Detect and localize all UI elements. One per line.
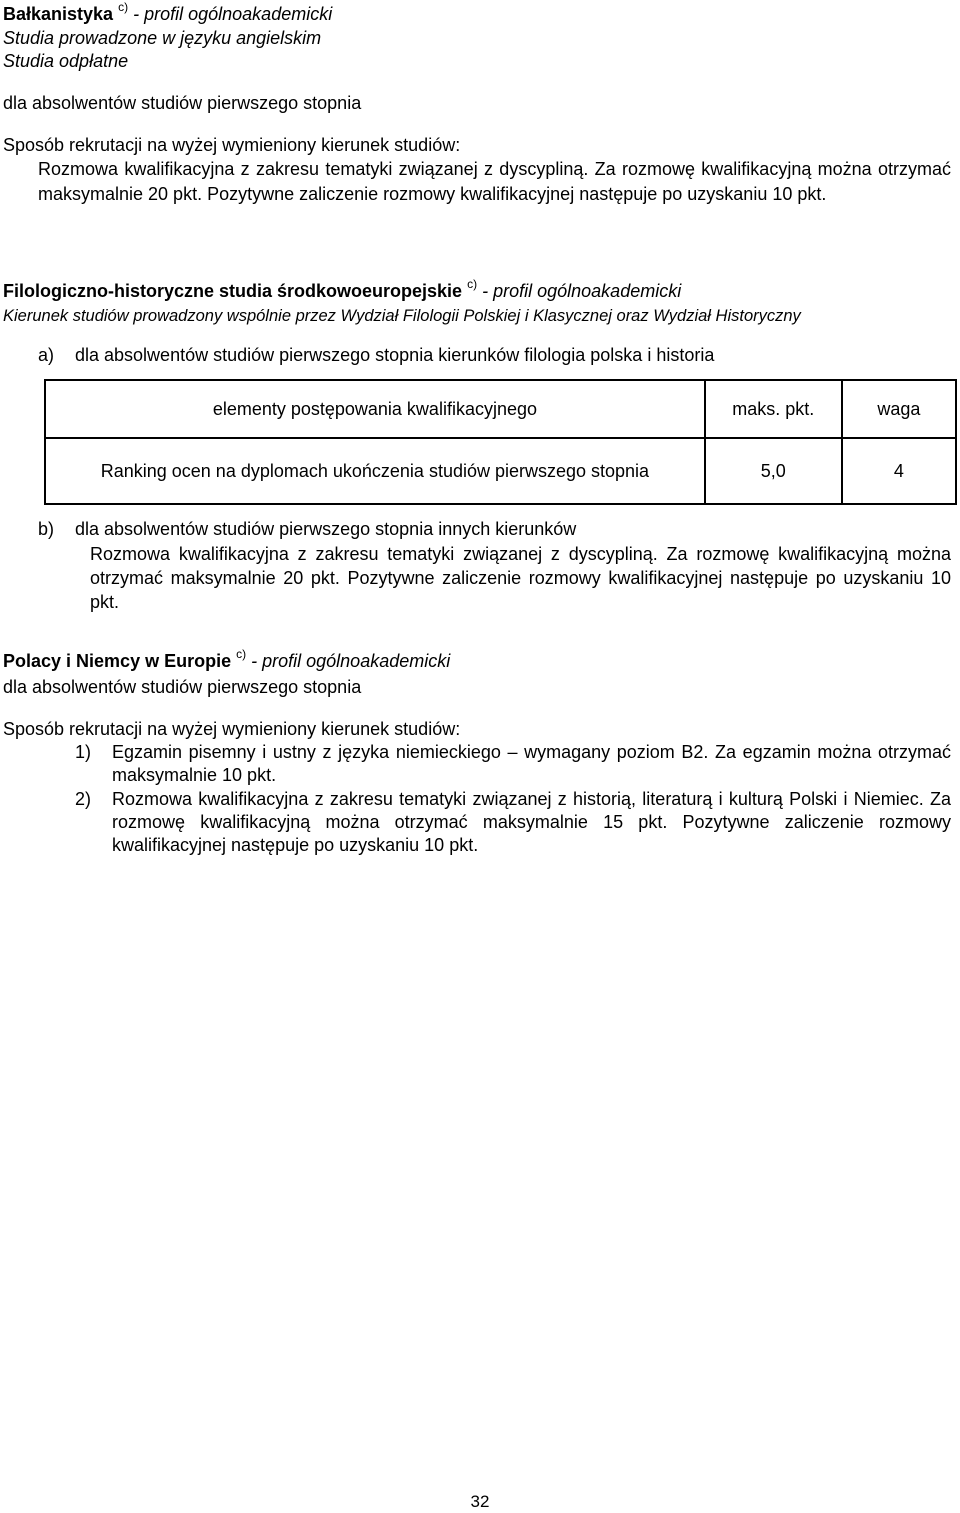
paid-note: Studia odpłatne bbox=[3, 51, 129, 71]
qualification-table bbox=[44, 379, 957, 505]
page-number: 32 bbox=[470, 1492, 490, 1511]
table-header: elementy postępowania kwalifikacyjnego bbox=[45, 380, 705, 438]
audience-text: dla absolwentów studiów pierwszego stopnia bbox=[3, 93, 362, 113]
table-header: waga bbox=[842, 380, 956, 438]
method-text: Rozmowa kwalifikacyjna z zakresu tematyki związanej z dyscypliną. Za rozmowę kwalifikacyjną można otrzymać maksymalnie 20 pkt. Pozytywne zaliczenie rozmowy kwalifikacyjnej następuje po uzyskaniu 10 pkt. bbox=[38, 159, 951, 204]
section-title: Filologiczno-historyczne studia środkowoeuropejskie bbox=[3, 281, 463, 301]
section-title: Bałkanistyka bbox=[3, 4, 114, 24]
footnote-marker: c) bbox=[467, 277, 478, 291]
table-cell: Ranking ocen na dyplomach ukończenia studiów pierwszego stopnia bbox=[45, 438, 705, 504]
method-b-text: Rozmowa kwalifikacyjna z zakresu tematyki związanej z dyscypliną. Za rozmowę kwalifikacyjną można otrzymać maksymalnie 20 pkt. Pozytywne zaliczenie rozmowy kwalifikacyjnej następuje po uzyskaniu 10 pkt. bbox=[90, 544, 951, 612]
list-marker-b: b) bbox=[38, 519, 55, 539]
audience-a-text: dla absolwentów studiów pierwszego stopnia kierunków filologia polska i historia bbox=[75, 345, 715, 365]
section-balkanistyka-heading bbox=[3, 0, 953, 26]
method-item-2: Rozmowa kwalifikacyjna z zakresu tematyki związanej z historią, literaturą i kulturą Polski i Niemiec. Za rozmowę kwalifikacyjną można otrzymać maksymalnie 15 pkt. Pozytywne zaliczenie rozmowy kwalifikacyjnej następuje po uzyskaniu 10 pkt. bbox=[112, 789, 951, 855]
section-title: Polacy i Niemcy w Europie bbox=[3, 651, 232, 671]
table-cell: 5,0 bbox=[705, 438, 842, 504]
method-heading: Sposób rekrutacji na wyżej wymieniony kierunek studiów: bbox=[3, 135, 461, 155]
table-header-row bbox=[45, 380, 956, 438]
section-profile: - profil ogólnoakademicki bbox=[251, 651, 451, 671]
method-item-1: Egzamin pisemny i ustny z języka niemieckiego – wymagany poziom B2. Za egzamin można otrzymać maksymalnie 10 pkt. bbox=[112, 742, 951, 785]
table-row bbox=[45, 438, 956, 504]
audience-b-text: dla absolwentów studiów pierwszego stopnia innych kierunków bbox=[75, 519, 577, 539]
section-profile: - profil ogólnoakademicki bbox=[133, 4, 333, 24]
language-note: Studia prowadzone w języku angielskim bbox=[3, 28, 322, 48]
table-cell: 4 bbox=[842, 438, 956, 504]
table-header: maks. pkt. bbox=[705, 380, 842, 438]
section-filologiczno-heading bbox=[3, 277, 953, 303]
footnote-marker: c) bbox=[118, 0, 129, 14]
section-polacy-heading bbox=[3, 647, 953, 673]
footnote-marker: c) bbox=[236, 647, 247, 661]
list-marker-2: 2) bbox=[75, 789, 92, 809]
list-marker-a: a) bbox=[38, 345, 55, 365]
audience-text: dla absolwentów studiów pierwszego stopnia bbox=[3, 677, 362, 697]
method-heading: Sposób rekrutacji na wyżej wymieniony kierunek studiów: bbox=[3, 719, 461, 739]
list-marker-1: 1) bbox=[75, 742, 92, 762]
joint-program-note: Kierunek studiów prowadzony wspólnie przez Wydział Filologii Polskiej i Klasycznej oraz Wydział Historyczny bbox=[3, 307, 801, 325]
section-profile: - profil ogólnoakademicki bbox=[482, 281, 682, 301]
